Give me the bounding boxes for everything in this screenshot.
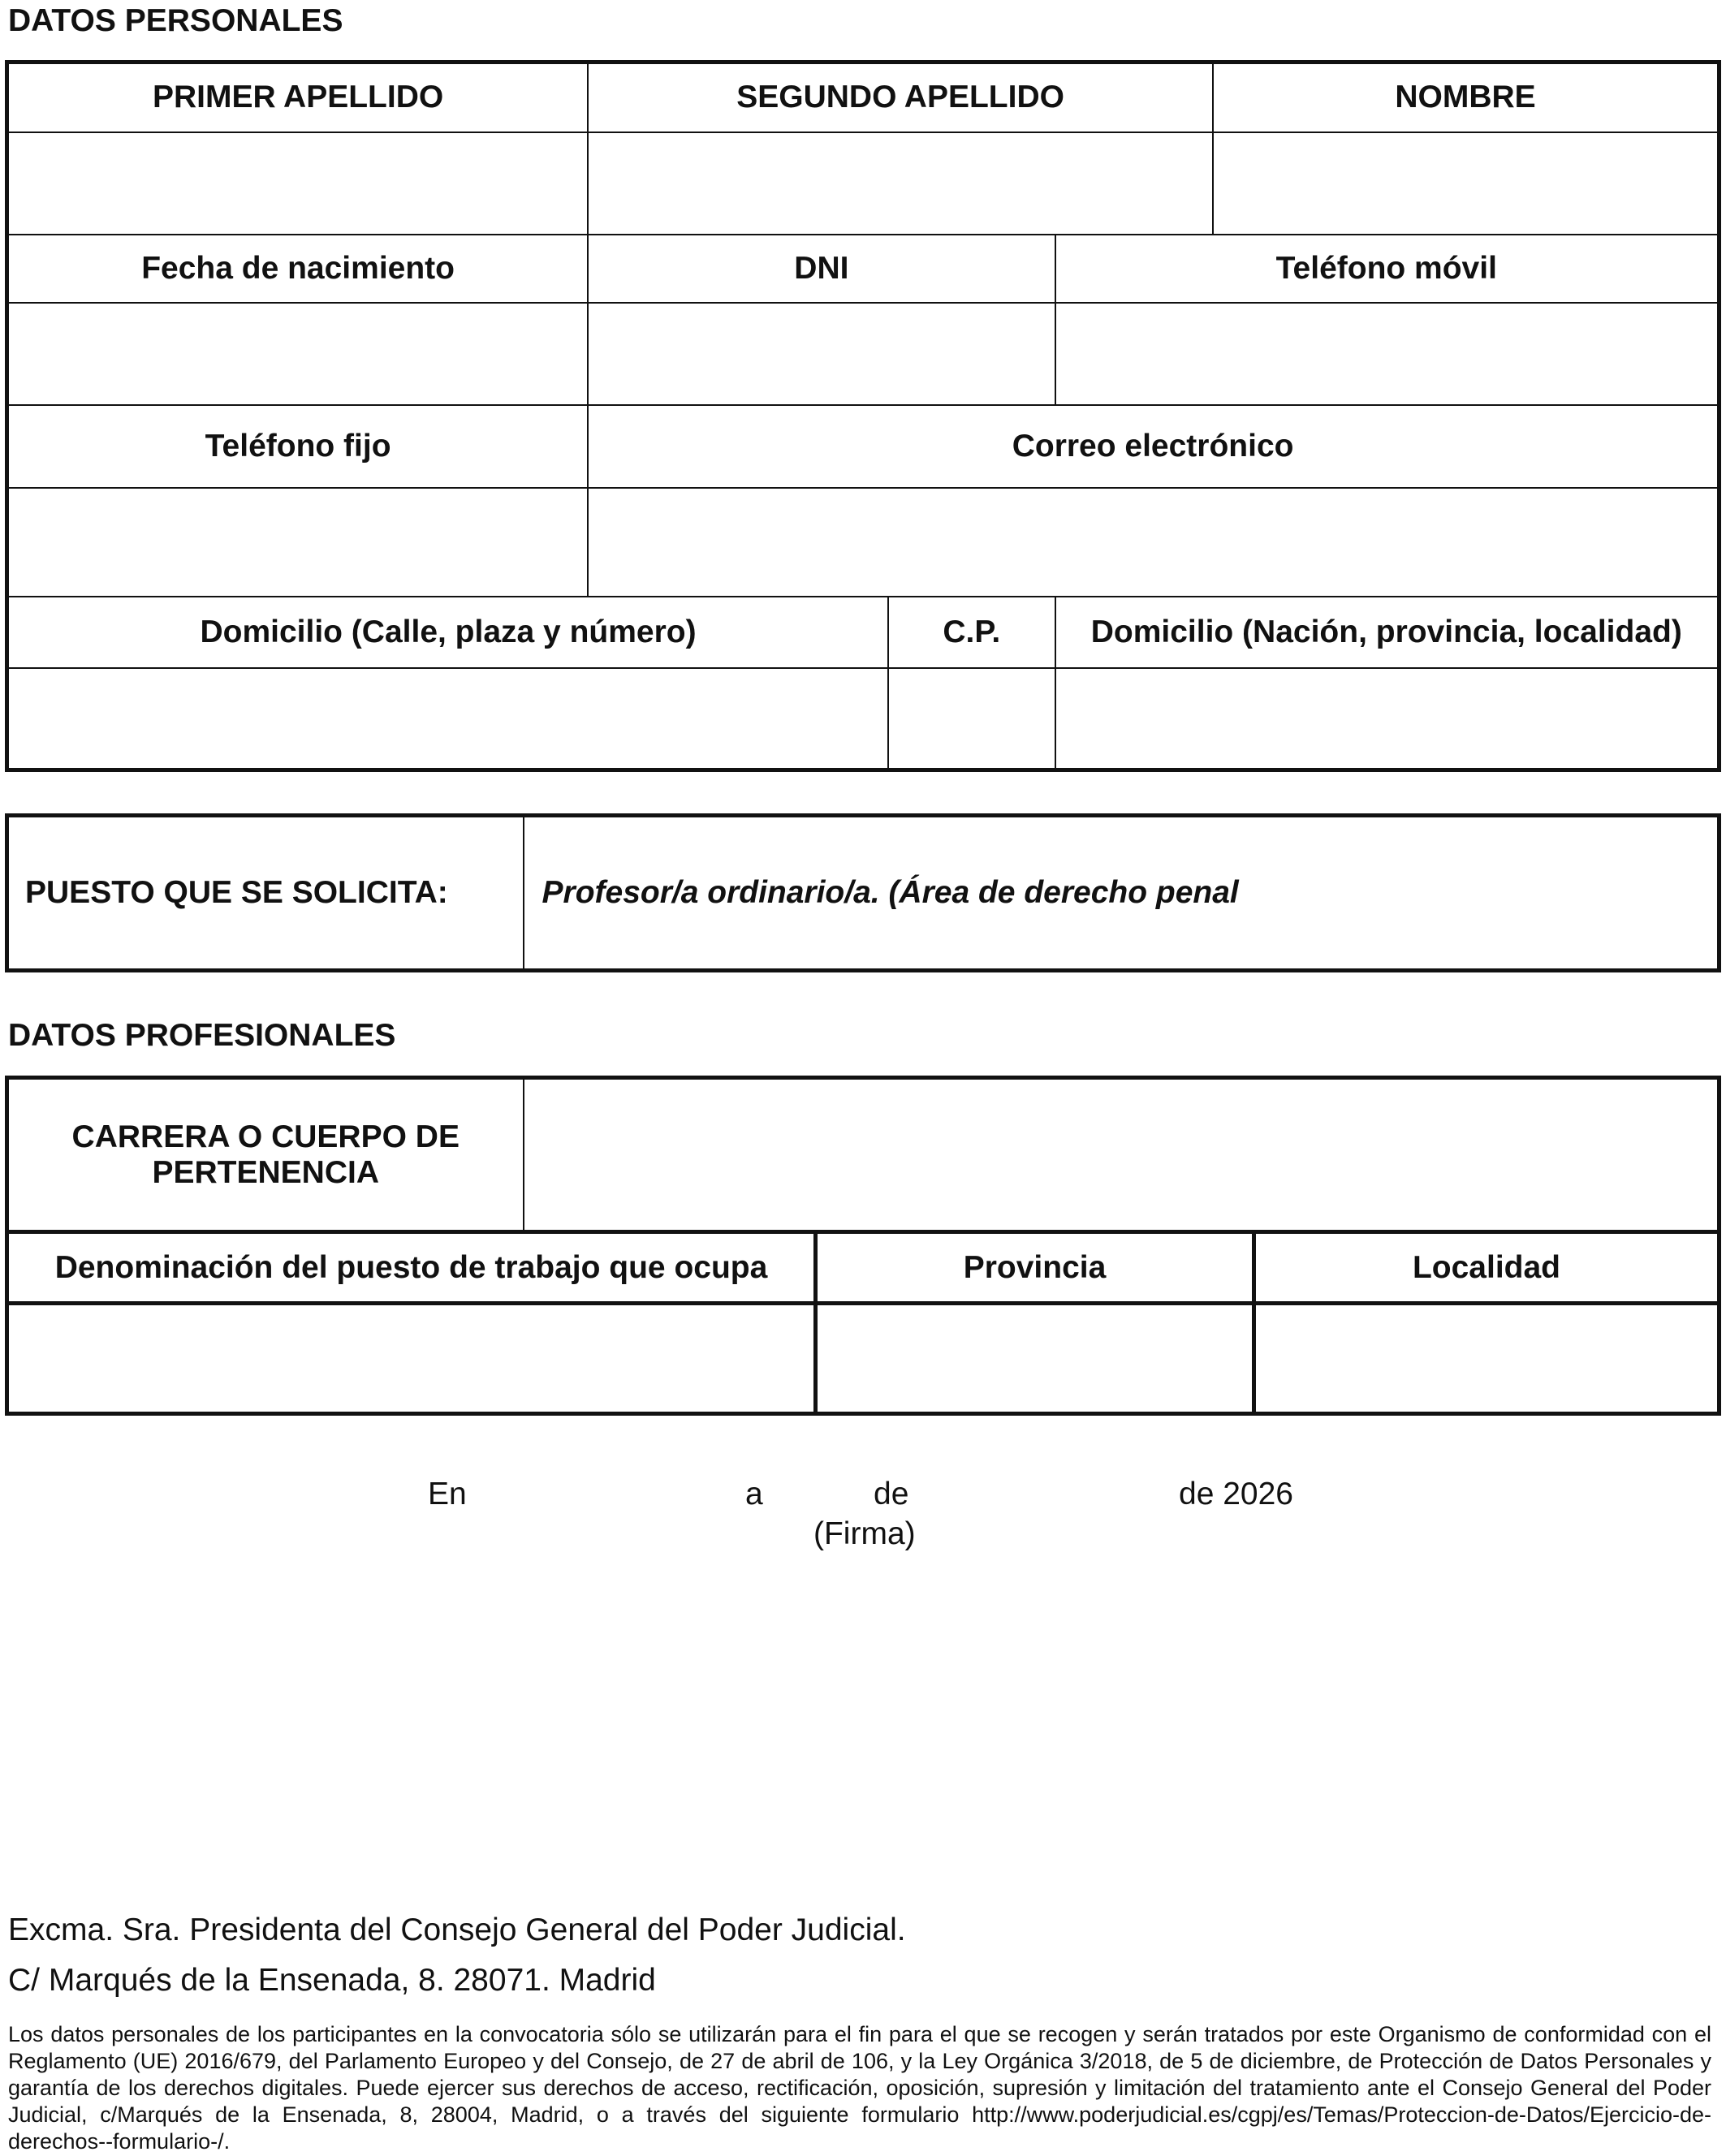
field-denominacion[interactable] xyxy=(7,1304,816,1414)
addressee-line2: C/ Marqués de la Ensenada, 8. 28071. Madrid xyxy=(8,1963,656,1998)
header-carrera-line1: CARRERA O CUERPO DE xyxy=(71,1119,460,1154)
field-fecha-nacimiento[interactable] xyxy=(7,303,589,405)
header-domicilio-nacion: Domicilio (Nación, provincia, localidad) xyxy=(1055,597,1720,668)
header-fecha-nacimiento: Fecha de nacimiento xyxy=(7,235,589,303)
datos-personales-table xyxy=(5,60,1721,772)
header-carrera-line2: PERTENENCIA xyxy=(152,1154,380,1190)
data-protection-notice: Los datos personales de los participantes en la convocatoria sólo se utilizarán para el fin para el que se recogen y serán tratados por este Organismo de conformidad con el Reglamento (UE) 2016/679, del Parlamento Europeo y del Consejo, de 27 de abril de 106, y la Ley Orgánica 3/2018, de 5 de diciembre, de Protección de Datos Personales y garantía de los derechos digitales. Puede ejercer sus derechos de acceso, rectificación, oposición, supresión y limitación del tratamiento ante el Consejo General del Poder Judicial, c/Marqués de la Ensenada, 8, 28004, Madrid, o a través del siguiente formulario http://www.poderjudicial.es/cgpj/es/Temas/Proteccion-de-Datos/Ejercicio-de-derechos--formulario-/. xyxy=(8,2022,1711,2154)
field-domicilio-nacion[interactable] xyxy=(1055,668,1720,770)
puesto-label: PUESTO QUE SE SOLICITA: xyxy=(7,816,524,971)
field-telefono-movil[interactable] xyxy=(1055,303,1720,405)
header-cp: C.P. xyxy=(888,597,1055,668)
section-title-datos-personales: DATOS PERSONALES xyxy=(8,3,343,38)
field-primer-apellido[interactable] xyxy=(7,132,589,235)
field-telefono-fijo[interactable] xyxy=(7,488,589,597)
field-carrera[interactable] xyxy=(524,1078,1720,1232)
date-year: de 2026 xyxy=(1179,1477,1293,1511)
section-title-datos-profesionales: DATOS PROFESIONALES xyxy=(8,1018,396,1053)
header-domicilio-calle: Domicilio (Calle, plaza y número) xyxy=(7,597,889,668)
field-localidad[interactable] xyxy=(1254,1304,1720,1414)
addressee-line1: Excma. Sra. Presidenta del Consejo General del Poder Judicial. xyxy=(8,1912,906,1947)
header-carrera xyxy=(7,1078,524,1232)
signature-label: (Firma) xyxy=(813,1516,916,1551)
header-localidad: Localidad xyxy=(1254,1232,1720,1304)
datos-profesionales-table xyxy=(5,1076,1721,1416)
puesto-table xyxy=(5,813,1721,972)
header-telefono-fijo: Teléfono fijo xyxy=(7,405,589,488)
date-en: En xyxy=(428,1477,467,1511)
field-provincia[interactable] xyxy=(816,1304,1254,1414)
header-telefono-movil: Teléfono móvil xyxy=(1055,235,1720,303)
header-denominacion: Denominación del puesto de trabajo que ocupa xyxy=(7,1232,816,1304)
header-dni: DNI xyxy=(588,235,1055,303)
header-primer-apellido: PRIMER APELLIDO xyxy=(7,63,589,132)
header-nombre: NOMBRE xyxy=(1213,63,1720,132)
field-dni[interactable] xyxy=(588,303,1055,405)
header-segundo-apellido: SEGUNDO APELLIDO xyxy=(588,63,1213,132)
header-provincia: Provincia xyxy=(816,1232,1254,1304)
date-de: de xyxy=(874,1477,909,1511)
header-correo-electronico: Correo electrónico xyxy=(588,405,1719,488)
field-nombre[interactable] xyxy=(1213,132,1720,235)
field-domicilio-calle[interactable] xyxy=(7,668,889,770)
date-a: a xyxy=(745,1477,763,1511)
field-correo-electronico[interactable] xyxy=(588,488,1719,597)
field-cp[interactable] xyxy=(888,668,1055,770)
puesto-value[interactable]: Profesor/a ordinario/a. (Área de derecho penal xyxy=(524,816,1720,971)
field-segundo-apellido[interactable] xyxy=(588,132,1213,235)
